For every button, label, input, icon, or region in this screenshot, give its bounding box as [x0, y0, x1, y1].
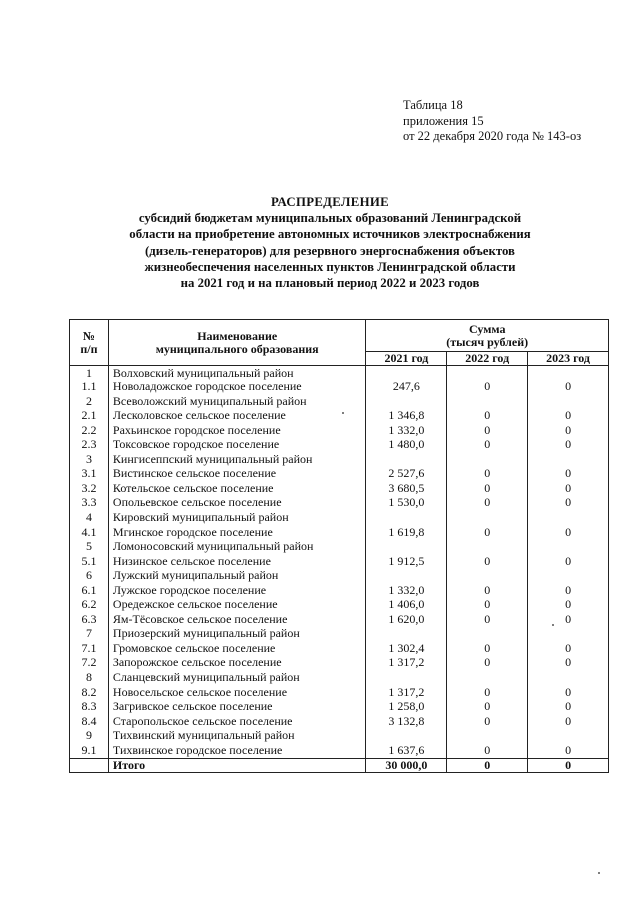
header-sum-line1: Сумма [468, 321, 506, 336]
row-num: 6.1 [70, 584, 109, 599]
table-row [70, 715, 609, 730]
row-name: Котельское сельское поселение [108, 482, 366, 497]
title-heading: РАСПРЕДЕЛЕНИЕ [271, 195, 389, 209]
row-2023 [528, 671, 609, 686]
header-sum [366, 320, 609, 352]
row-2022: 0 [447, 656, 528, 671]
row-name: Запорожское сельское поселение [108, 656, 366, 671]
row-2023: 0 [528, 424, 609, 439]
row-2022 [447, 540, 528, 555]
table-row [70, 584, 609, 599]
table-row [70, 395, 609, 410]
row-2023 [528, 453, 609, 468]
row-num: 2.1 [70, 409, 109, 424]
row-2021 [366, 627, 447, 642]
row-2023: 0 [528, 715, 609, 730]
document-reference [403, 98, 581, 145]
row-2022: 0 [447, 526, 528, 541]
table-row [70, 438, 609, 453]
row-2022: 0 [447, 715, 528, 730]
row-num: 3.1 [70, 467, 109, 482]
title-line: жизнеобеспечения населенных пунктов Ленинградской области [144, 259, 516, 274]
row-num: 8.2 [70, 686, 109, 701]
row-2023: 0 [528, 613, 609, 628]
row-2022: 0 [447, 613, 528, 628]
row-name: Кировский муниципальный район [108, 511, 366, 526]
row-2021: 1 258,0 [366, 700, 447, 715]
row-2021 [366, 540, 447, 555]
row-name: Ям-Тёсовское сельское поселение [108, 613, 366, 628]
row-name: Опольевское сельское поселение [108, 496, 366, 511]
row-num: 6.3 [70, 613, 109, 628]
row-2022: 0 [447, 700, 528, 715]
table-row [70, 380, 609, 395]
total-2021: 30 000,0 [366, 758, 447, 773]
row-2023: 0 [528, 482, 609, 497]
table-row [70, 496, 609, 511]
row-2021: 1 302,4 [366, 642, 447, 657]
header-num-line1: № [82, 328, 95, 343]
total-2022: 0 [447, 758, 528, 773]
title-line: области на приобретение автономных источников электроснабжения [129, 227, 531, 242]
table-row [70, 642, 609, 657]
row-num: 2.2 [70, 424, 109, 439]
row-2023: 0 [528, 438, 609, 453]
row-2023 [528, 395, 609, 410]
header-num-line2: п/п [80, 341, 98, 356]
row-num: 2 [70, 395, 109, 410]
row-2022: 0 [447, 482, 528, 497]
row-2021: 1 406,0 [366, 598, 447, 613]
row-2022 [447, 511, 528, 526]
row-2021: 1 317,2 [366, 686, 447, 701]
row-num: 1.1 [70, 380, 109, 395]
row-num: 4 [70, 511, 109, 526]
row-name: Кингисеппский муниципальный район [108, 453, 366, 468]
row-2023 [528, 627, 609, 642]
row-num: 5.1 [70, 555, 109, 570]
row-num: 2.3 [70, 438, 109, 453]
row-2022: 0 [447, 642, 528, 657]
row-2023: 0 [528, 555, 609, 570]
row-name: Новосельское сельское поселение [108, 686, 366, 701]
row-2021: 2 527,6 [366, 467, 447, 482]
row-2022: 0 [447, 438, 528, 453]
row-2022 [447, 569, 528, 584]
row-2022: 0 [447, 380, 528, 395]
row-2021 [366, 729, 447, 744]
row-num: 8 [70, 671, 109, 686]
row-name: Волховский муниципальный район [108, 366, 366, 381]
row-name: Рахьинское городское поселение [108, 424, 366, 439]
row-name: Тихвинское городское поселение [108, 744, 366, 759]
row-2023: 0 [528, 686, 609, 701]
row-2023: 0 [528, 584, 609, 599]
row-name: Оредежское сельское поселение [108, 598, 366, 613]
table-row [70, 569, 609, 584]
table-row [70, 540, 609, 555]
row-num: 9.1 [70, 744, 109, 759]
row-2023: 0 [528, 598, 609, 613]
row-2022 [447, 453, 528, 468]
row-2022 [447, 729, 528, 744]
row-name: Лесколовское сельское поселение [108, 409, 366, 424]
row-2021: 1 637,6 [366, 744, 447, 759]
row-2023 [528, 511, 609, 526]
row-2021 [366, 395, 447, 410]
header-year-2022: 2022 год [447, 352, 528, 366]
scan-speck [598, 872, 600, 874]
row-2022: 0 [447, 496, 528, 511]
header-name-line1: Наименование [197, 328, 278, 343]
row-2023: 0 [528, 380, 609, 395]
scan-speck [552, 624, 554, 626]
row-2021: 1 530,0 [366, 496, 447, 511]
table-label: Таблица 18 [403, 98, 463, 112]
table-row [70, 598, 609, 613]
subsidy-table [69, 319, 609, 773]
row-2023 [528, 569, 609, 584]
header-sum-line2: (тысяч рублей) [446, 334, 529, 349]
row-name: Низинское сельское поселение [108, 555, 366, 570]
row-num: 1 [70, 366, 109, 381]
row-name: Мгинское городское поселение [108, 526, 366, 541]
table-row [70, 613, 609, 628]
row-name: Приозерский муниципальный район [108, 627, 366, 642]
table-row [70, 744, 609, 759]
row-num: 5 [70, 540, 109, 555]
row-name: Ломоносовский муниципальный район [108, 540, 366, 555]
table-row [70, 729, 609, 744]
header-year-2023: 2023 год [528, 352, 609, 366]
header-name [108, 320, 366, 366]
row-2023: 0 [528, 642, 609, 657]
row-2021 [366, 366, 447, 381]
row-2022: 0 [447, 598, 528, 613]
row-num: 6.2 [70, 598, 109, 613]
row-name: Вистинское сельское поселение [108, 467, 366, 482]
row-2022: 0 [447, 744, 528, 759]
row-2021: 1 346,8 [366, 409, 447, 424]
row-2023: 0 [528, 409, 609, 424]
row-name: Сланцевский муниципальный район [108, 671, 366, 686]
row-num: 7.1 [70, 642, 109, 657]
row-2023 [528, 540, 609, 555]
row-name: Загривское сельское поселение [108, 700, 366, 715]
row-2021: 1 332,0 [366, 584, 447, 599]
row-2022 [447, 671, 528, 686]
total-num [70, 758, 109, 773]
row-2021 [366, 453, 447, 468]
row-2022: 0 [447, 686, 528, 701]
table-row [70, 409, 609, 424]
row-name: Старопольское сельское поселение [108, 715, 366, 730]
row-2023: 0 [528, 496, 609, 511]
table-row [70, 555, 609, 570]
row-2023: 0 [528, 700, 609, 715]
row-2021: 1 480,0 [366, 438, 447, 453]
row-num: 9 [70, 729, 109, 744]
row-num: 8.3 [70, 700, 109, 715]
row-2023: 0 [528, 656, 609, 671]
row-num: 4.1 [70, 526, 109, 541]
total-row [70, 758, 609, 773]
row-name: Тихвинский муниципальный район [108, 729, 366, 744]
row-2022: 0 [447, 467, 528, 482]
title-line: (дизель-генераторов) для резервного энергоснабжения объектов [145, 243, 515, 258]
row-2021: 1 620,0 [366, 613, 447, 628]
table-row [70, 467, 609, 482]
total-2023: 0 [528, 758, 609, 773]
row-2022: 0 [447, 555, 528, 570]
row-2023: 0 [528, 744, 609, 759]
table-row [70, 453, 609, 468]
table-row [70, 627, 609, 642]
table-row [70, 511, 609, 526]
row-2022 [447, 627, 528, 642]
row-2021: 247,6 [366, 380, 447, 395]
row-2021: 3 680,5 [366, 482, 447, 497]
table-row [70, 686, 609, 701]
row-num: 7 [70, 627, 109, 642]
row-2021: 1 317,2 [366, 656, 447, 671]
row-num: 8.4 [70, 715, 109, 730]
title-line: на 2021 год и на плановый период 2022 и 2023 годов [180, 276, 480, 291]
row-name: Громовское сельское поселение [108, 642, 366, 657]
row-2021 [366, 511, 447, 526]
row-name: Лужское городское поселение [108, 584, 366, 599]
row-2022: 0 [447, 424, 528, 439]
row-num: 6 [70, 569, 109, 584]
header-year-2021: 2021 год [366, 352, 447, 366]
row-2023: 0 [528, 467, 609, 482]
table-row [70, 482, 609, 497]
table-row [70, 366, 609, 381]
row-name: Всеволожский муниципальный район [108, 395, 366, 410]
row-2022: 0 [447, 584, 528, 599]
scan-speck [342, 412, 344, 414]
row-2021 [366, 671, 447, 686]
row-2023 [528, 729, 609, 744]
row-name: Лужский муниципальный район [108, 569, 366, 584]
table-row [70, 424, 609, 439]
row-num: 7.2 [70, 656, 109, 671]
row-2022 [447, 395, 528, 410]
header-num [70, 320, 109, 366]
row-2022 [447, 366, 528, 381]
row-num: 3 [70, 453, 109, 468]
table-row [70, 671, 609, 686]
row-name: Токсовское городское поселение [108, 438, 366, 453]
row-2022: 0 [447, 409, 528, 424]
row-name: Новоладожское городское поселение [108, 380, 366, 395]
row-2021: 3 132,8 [366, 715, 447, 730]
document-title [90, 194, 570, 291]
row-2021 [366, 569, 447, 584]
appendix-label: приложения 15 [403, 113, 484, 128]
law-reference: от 22 декабря 2020 года № 143-оз [403, 129, 582, 143]
row-2023 [528, 366, 609, 381]
row-num: 3.3 [70, 496, 109, 511]
table-row [70, 700, 609, 715]
title-line: субсидий бюджетам муниципальных образований Ленинградской [138, 211, 522, 226]
row-num: 3.2 [70, 482, 109, 497]
row-2021: 1 332,0 [366, 424, 447, 439]
header-name-line2: муниципального образования [155, 341, 319, 356]
total-label: Итого [108, 758, 366, 773]
table-row [70, 656, 609, 671]
row-2021: 1 912,5 [366, 555, 447, 570]
row-2021: 1 619,8 [366, 526, 447, 541]
table-row [70, 526, 609, 541]
row-2023: 0 [528, 526, 609, 541]
